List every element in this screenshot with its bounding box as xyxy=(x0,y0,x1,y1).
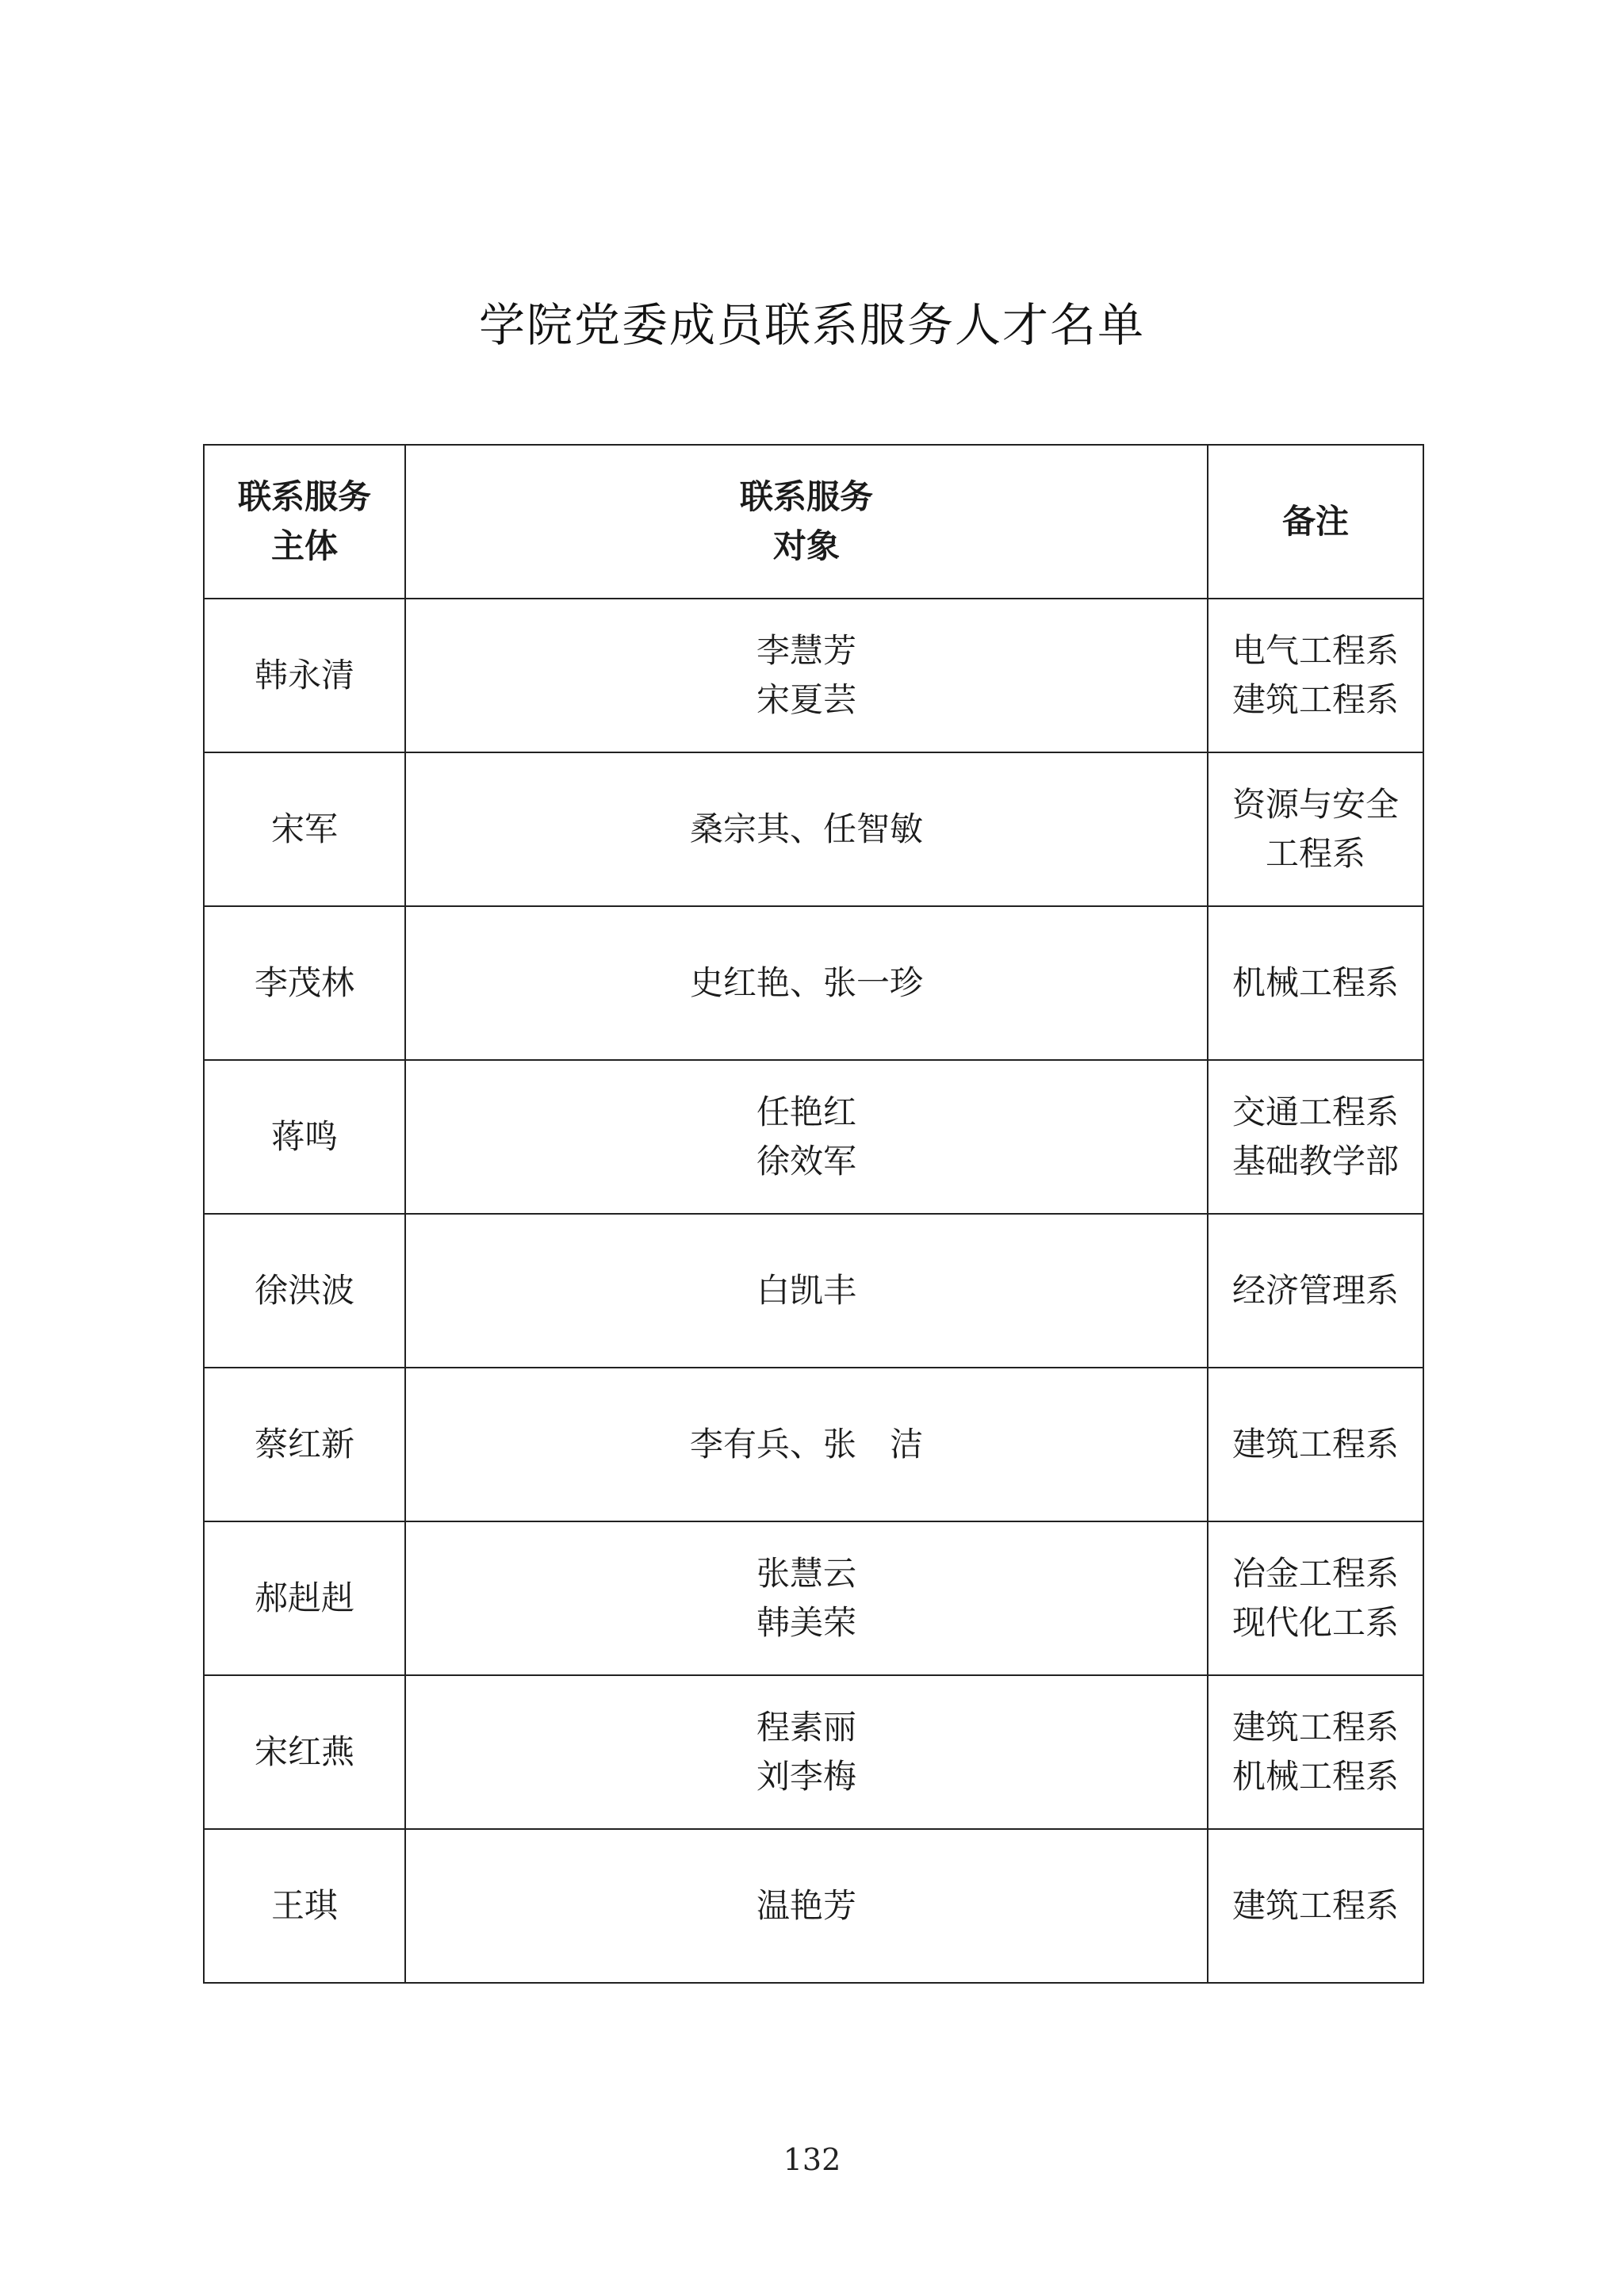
header-target-line: 对象 xyxy=(772,526,840,565)
remark-department: 现代化工系 xyxy=(1231,1603,1399,1642)
header-subject-line: 主体 xyxy=(270,526,338,565)
remark-department: 机械工程系 xyxy=(1231,963,1399,1002)
cell-targets xyxy=(405,1829,1208,1983)
remark-department: 交通工程系 xyxy=(1231,1093,1399,1131)
target-name: 温艳芳 xyxy=(756,1886,856,1925)
remark-department: 电气工程系 xyxy=(1231,631,1399,670)
table-row xyxy=(204,906,1423,1060)
remark-department: 机械工程系 xyxy=(1231,1757,1399,1796)
header-remark-line: 备注 xyxy=(1281,502,1349,541)
table-row xyxy=(204,1829,1423,1983)
remark-department: 建筑工程系 xyxy=(1231,1886,1399,1925)
remark-department: 基础教学部 xyxy=(1231,1142,1399,1181)
cell-targets xyxy=(405,599,1208,752)
cell-targets xyxy=(405,1521,1208,1675)
cell-remarks xyxy=(1208,1214,1423,1368)
subject-name: 蒋鸣 xyxy=(270,1117,338,1156)
cell-targets xyxy=(405,1214,1208,1368)
target-name: 程素丽 xyxy=(756,1708,856,1747)
cell-remarks xyxy=(1208,752,1423,906)
page-number: 132 xyxy=(783,2142,841,2177)
target-name: 李有兵、张 洁 xyxy=(689,1425,923,1464)
table-row xyxy=(204,1521,1423,1675)
subject-name: 宋红燕 xyxy=(254,1732,354,1771)
page-title: 学院党委成员联系服务人才名单 xyxy=(478,298,1145,352)
subject-name: 王琪 xyxy=(270,1886,338,1925)
table-row xyxy=(204,1214,1423,1368)
cell-remarks xyxy=(1208,1521,1423,1675)
target-name: 宋夏芸 xyxy=(756,680,856,719)
target-name: 史红艳、张一珍 xyxy=(689,963,923,1002)
table-row xyxy=(204,1368,1423,1521)
table-row xyxy=(204,1060,1423,1214)
subject-name: 宋军 xyxy=(270,809,338,848)
table-row xyxy=(204,1675,1423,1829)
remark-department: 工程系 xyxy=(1265,834,1365,873)
header-subject xyxy=(204,445,405,599)
cell-targets xyxy=(405,1368,1208,1521)
cell-subject xyxy=(204,906,405,1060)
cell-remarks xyxy=(1208,1675,1423,1829)
target-name: 张慧云 xyxy=(756,1554,856,1593)
table-row xyxy=(204,599,1423,752)
table-row xyxy=(204,752,1423,906)
remark-department: 经济管理系 xyxy=(1231,1271,1399,1310)
cell-remarks xyxy=(1208,906,1423,1060)
cell-subject xyxy=(204,1829,405,1983)
subject-name: 李茂林 xyxy=(254,963,354,1002)
cell-remarks xyxy=(1208,1060,1423,1214)
cell-targets xyxy=(405,1675,1208,1829)
target-name: 任艳红 xyxy=(756,1093,856,1131)
remark-department: 建筑工程系 xyxy=(1231,680,1399,719)
header-target xyxy=(405,445,1208,599)
cell-targets xyxy=(405,752,1208,906)
cell-subject xyxy=(204,752,405,906)
subject-name: 徐洪波 xyxy=(254,1271,354,1310)
cell-remarks xyxy=(1208,1368,1423,1521)
cell-subject xyxy=(204,1368,405,1521)
subject-name: 蔡红新 xyxy=(254,1425,354,1464)
cell-subject xyxy=(204,599,405,752)
table-body xyxy=(204,599,1423,1983)
remark-department: 冶金工程系 xyxy=(1231,1554,1399,1593)
target-name: 徐效军 xyxy=(756,1142,856,1181)
target-name: 刘李梅 xyxy=(756,1757,856,1796)
target-name: 桑宗其、任智敏 xyxy=(689,809,923,848)
cell-subject xyxy=(204,1675,405,1829)
subject-name: 郝赳赳 xyxy=(254,1578,354,1617)
target-name: 白凯丰 xyxy=(756,1271,856,1310)
cell-subject xyxy=(204,1060,405,1214)
roster-table xyxy=(203,444,1424,1984)
target-name: 韩美荣 xyxy=(756,1603,856,1642)
remark-department: 建筑工程系 xyxy=(1231,1708,1399,1747)
cell-remarks xyxy=(1208,599,1423,752)
subject-name: 韩永清 xyxy=(254,656,354,695)
remark-department: 资源与安全 xyxy=(1231,785,1399,824)
cell-targets xyxy=(405,906,1208,1060)
remark-department: 建筑工程系 xyxy=(1231,1425,1399,1464)
header-remark xyxy=(1208,445,1423,599)
cell-targets xyxy=(405,1060,1208,1214)
header-target-line: 联系服务 xyxy=(739,477,873,516)
target-name: 李慧芳 xyxy=(756,631,856,670)
table-header-row xyxy=(204,445,1423,599)
cell-remarks xyxy=(1208,1829,1423,1983)
cell-subject xyxy=(204,1521,405,1675)
header-subject-line: 联系服务 xyxy=(237,477,371,516)
cell-subject xyxy=(204,1214,405,1368)
